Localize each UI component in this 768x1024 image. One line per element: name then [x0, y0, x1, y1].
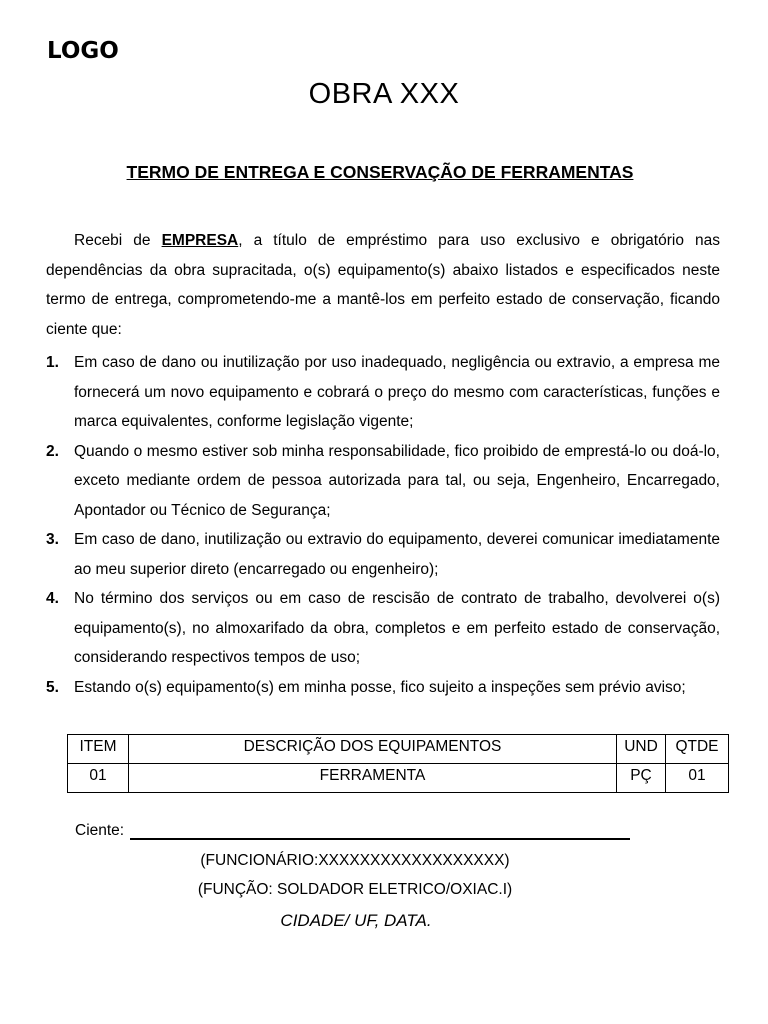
signature-blank	[130, 822, 630, 840]
list-item	[46, 437, 720, 526]
cell-unit: PÇ	[617, 764, 666, 793]
city-date: CIDADE/ UF, DATA.	[280, 911, 432, 930]
cell-quantity: 01	[666, 764, 729, 793]
list-item-text: Estando o(s) equipamento(s) em minha posse, fico sujeito a inspeções sem prévio aviso;	[74, 678, 686, 696]
list-item-text: Em caso de dano, inutilização ou extravio do equipamento, deverei comunicar imediatamente ao meu superior direto (encarregado ou engenheiro);	[74, 531, 720, 578]
list-item	[46, 584, 720, 673]
list-item-text: No término dos serviços ou em caso de rescisão de contrato de trabalho, devolverei o(s) equipamento(s), no almoxarifado da obra, completos e em perfeito estado de conservação, considerando respectivos tempos de uso;	[74, 590, 720, 666]
table-row	[68, 764, 729, 793]
signature-line	[75, 822, 630, 840]
table-header-row	[68, 735, 729, 764]
list-item	[46, 348, 720, 437]
list-item-number: 1.	[46, 354, 59, 371]
employee-name: (FUNCIONÁRIO:XXXXXXXXXXXXXXXXXX)	[200, 852, 510, 869]
logo-text: LOGO	[47, 38, 119, 64]
list-item	[46, 673, 720, 703]
column-header-description: DESCRIÇÃO DOS EQUIPAMENTOS	[129, 735, 617, 764]
column-header-item: ITEM	[68, 735, 129, 764]
company-name: EMPRESA	[161, 232, 239, 249]
list-item-number: 4.	[46, 590, 59, 607]
cell-item: 01	[68, 764, 129, 793]
column-header-quantity: QTDE	[666, 735, 729, 764]
cell-description: FERRAMENTA	[129, 764, 617, 793]
intro-paragraph	[46, 226, 720, 344]
list-item-number: 2.	[46, 442, 59, 460]
list-item-number: 3.	[46, 531, 59, 548]
obra-title: OBRA XXX	[308, 78, 460, 110]
list-item-text: Em caso de dano ou inutilização por uso inadequado, negligência ou extravio, a empresa me fornecerá um novo equipamento e cobrará o preço do mesmo com características, funções e marca equivalentes, conforme legislação vigente;	[74, 354, 720, 430]
terms-list	[46, 348, 720, 702]
intro-text-before: Recebi de	[74, 232, 162, 249]
column-header-unit: UND	[617, 735, 666, 764]
list-item	[46, 525, 720, 584]
ciente-label: Ciente:	[75, 822, 125, 839]
intro-text-after: , a título de empréstimo para uso exclusivo e obrigatório nas dependências da obra supracitada, o(s) equipamento(s) abaixo listados e especificados neste termo de entrega, comprometendo-me a mantê-los em perfeito estado de conservação, ficando ciente que:	[46, 232, 720, 338]
employee-role: (FUNÇÃO: SOLDADOR ELETRICO/OXIAC.I)	[197, 881, 513, 898]
document-title: TERMO DE ENTREGA E CONSERVAÇÃO DE FERRAMENTAS	[126, 162, 634, 182]
list-item-number: 5.	[46, 678, 59, 696]
list-item-text: Quando o mesmo estiver sob minha responsabilidade, fico proibido de emprestá-lo ou doá-lo, exceto mediante ordem de pessoa autorizada para tal, ou seja, Engenheiro, Encarregado, Apontador ou Técnico de Segurança;	[74, 442, 720, 519]
equipment-table	[67, 734, 729, 793]
